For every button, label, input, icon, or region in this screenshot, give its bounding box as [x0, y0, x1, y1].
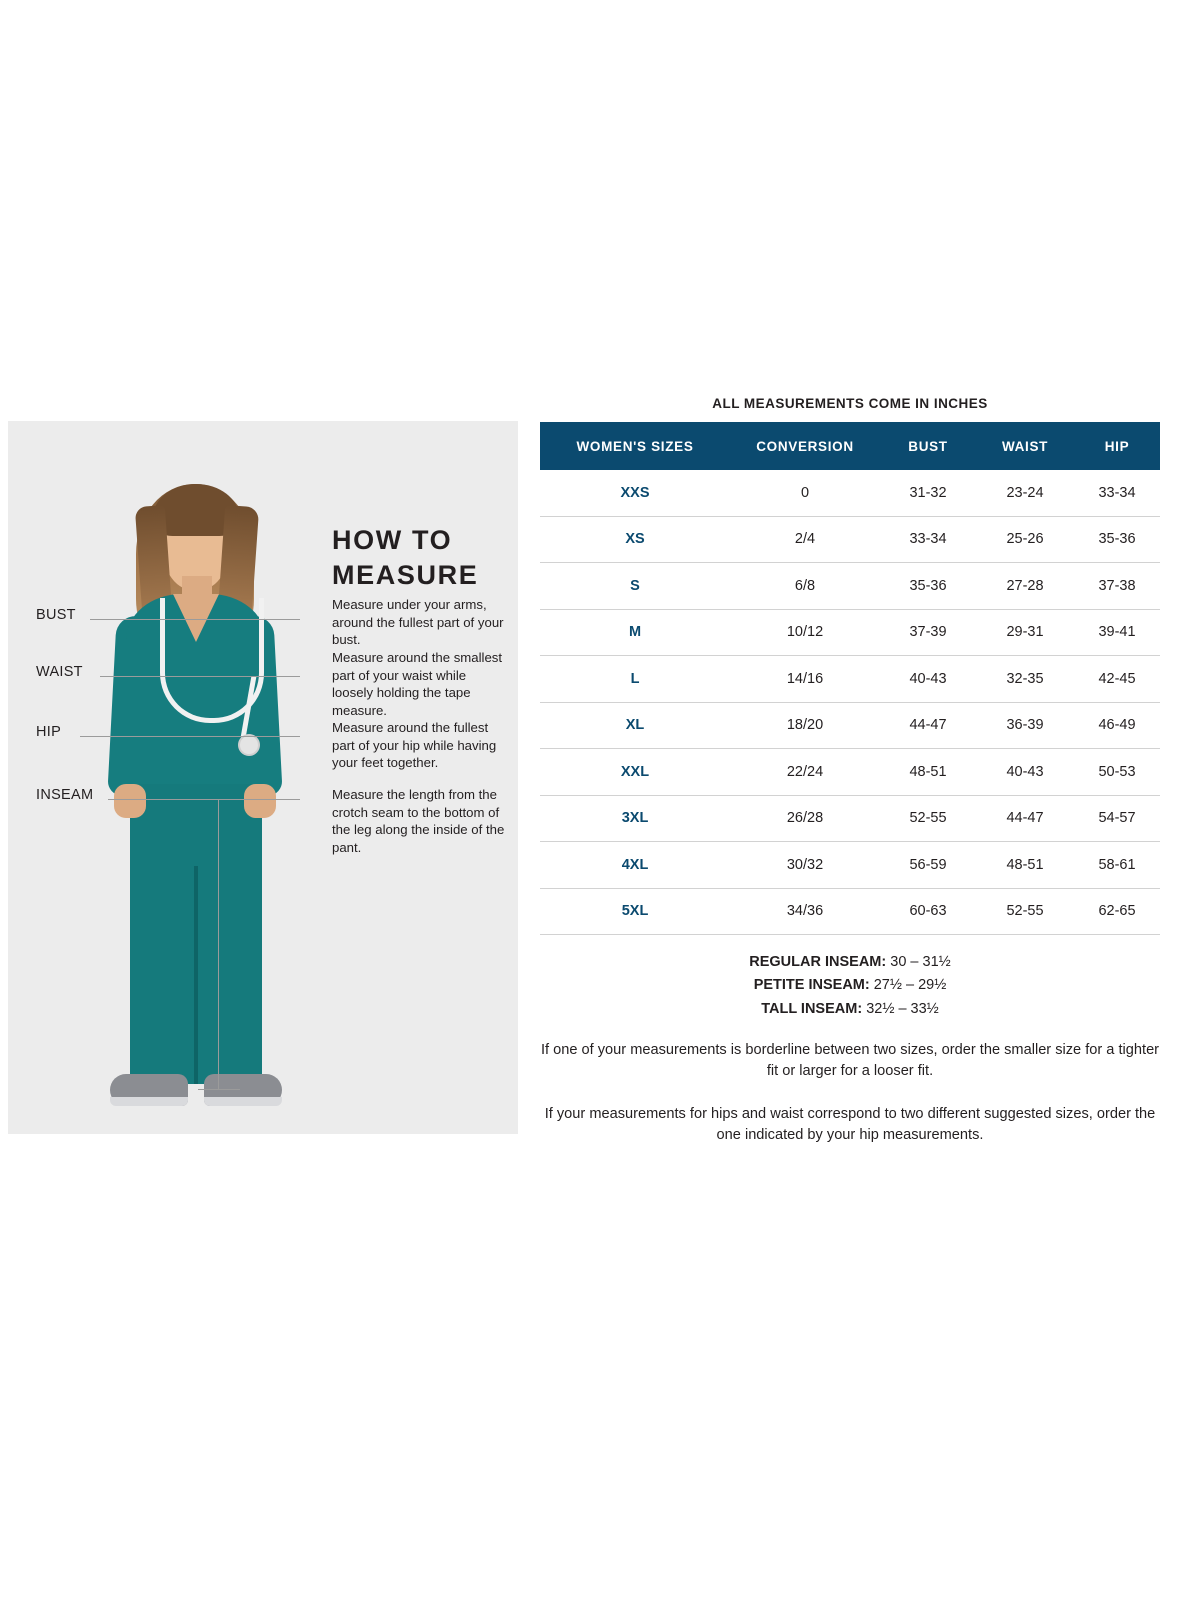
table-header: [540, 422, 1160, 470]
callout-hip-line: [80, 736, 300, 737]
column-header-conversion: CONVERSION: [730, 422, 880, 470]
cell-hip: 33-34: [1074, 470, 1160, 516]
model-shoe-right: [204, 1074, 282, 1106]
instruction-hip: Measure around the fullest part of your hip while having your feet together.: [332, 720, 497, 771]
inseam-tall: [540, 998, 1160, 1021]
cell-hip: 62-65: [1074, 888, 1160, 935]
instruction-waist: Measure around the smallest part of your waist while loosely holding the tape measure.: [332, 650, 503, 718]
cell-waist: 29-31: [976, 609, 1074, 656]
cell-size: XS: [540, 516, 730, 563]
table-row: [540, 563, 1160, 610]
inseam-vertical-line: [218, 799, 219, 1089]
callout-bust-line: [90, 619, 300, 620]
cell-hip: 54-57: [1074, 795, 1160, 842]
cell-bust: 31-32: [880, 470, 976, 516]
cell-conversion: 22/24: [730, 749, 880, 796]
callout-inseam-line: [108, 799, 300, 800]
cell-size: XL: [540, 702, 730, 749]
cell-conversion: 30/32: [730, 842, 880, 889]
cell-size: XXS: [540, 470, 730, 516]
model-shoe-left: [110, 1074, 188, 1106]
cell-size: XXL: [540, 749, 730, 796]
cell-conversion: 34/36: [730, 888, 880, 935]
cell-size: S: [540, 563, 730, 610]
note-borderline: If one of your measurements is borderline between two sizes, order the smaller size for a tighter fit or larger for a looser fit.: [540, 1042, 1160, 1080]
cell-waist: 52-55: [976, 888, 1074, 935]
cell-bust: 44-47: [880, 702, 976, 749]
table-row: [540, 795, 1160, 842]
callout-waist-label: WAIST: [36, 664, 83, 680]
chart-caption: ALL MEASUREMENTS COME IN INCHES: [712, 396, 988, 411]
cell-size: 3XL: [540, 795, 730, 842]
model-hand-left: [114, 784, 146, 818]
how-to-measure-panel: [8, 421, 518, 1134]
cell-conversion: 10/12: [730, 609, 880, 656]
cell-conversion: 18/20: [730, 702, 880, 749]
cell-bust: 33-34: [880, 516, 976, 563]
callout-inseam-label: INSEAM: [36, 787, 94, 803]
column-header-bust: BUST: [880, 422, 976, 470]
inseam-regular: [540, 951, 1160, 974]
cell-waist: 44-47: [976, 795, 1074, 842]
column-header-sizes: WOMEN'S SIZES: [540, 422, 730, 470]
table-row: [540, 749, 1160, 796]
note-hip-priority: If your measurements for hips and waist correspond to two different suggested sizes, order the one indicated by your hip measurements.: [544, 1105, 1156, 1143]
cell-hip: 42-45: [1074, 656, 1160, 703]
cell-waist: 23-24: [976, 470, 1074, 516]
model-pant-seam: [194, 866, 198, 1084]
cell-hip: 58-61: [1074, 842, 1160, 889]
page-title-line2: MEASURE: [332, 559, 479, 590]
inseam-summary: [540, 951, 1160, 1021]
stethoscope-bell-icon: [238, 734, 260, 756]
callout-waist-line: [100, 676, 300, 677]
cell-bust: 37-39: [880, 609, 976, 656]
cell-size: L: [540, 656, 730, 703]
cell-conversion: 14/16: [730, 656, 880, 703]
cell-hip: 35-36: [1074, 516, 1160, 563]
table-row: [540, 609, 1160, 656]
inseam-petite: [540, 974, 1160, 997]
cell-waist: 40-43: [976, 749, 1074, 796]
size-chart-table: [540, 422, 1160, 935]
cell-size: 5XL: [540, 888, 730, 935]
cell-hip: 39-41: [1074, 609, 1160, 656]
cell-conversion: 26/28: [730, 795, 880, 842]
page-title-line1: HOW TO: [332, 525, 453, 555]
cell-waist: 25-26: [976, 516, 1074, 563]
inseam-regular-label: REGULAR INSEAM:: [749, 954, 887, 970]
inseam-petite-value: 27½ – 29½: [873, 977, 947, 994]
column-header-waist: WAIST: [976, 422, 1074, 470]
table-header-row: [540, 422, 1160, 470]
inseam-regular-value: 30 – 31½: [890, 954, 951, 970]
table-row: [540, 842, 1160, 889]
table-row: [540, 888, 1160, 935]
table-row: [540, 656, 1160, 703]
cell-hip: 46-49: [1074, 702, 1160, 749]
table-body: [540, 470, 1160, 935]
cell-hip: 37-38: [1074, 563, 1160, 610]
inseam-tall-label: TALL INSEAM:: [761, 1000, 863, 1017]
cell-conversion: 2/4: [730, 516, 880, 563]
cell-size: M: [540, 609, 730, 656]
cell-bust: 52-55: [880, 795, 976, 842]
cell-size: 4XL: [540, 842, 730, 889]
cell-waist: 36-39: [976, 702, 1074, 749]
size-chart-panel: [540, 396, 1160, 1145]
cell-conversion: 0: [730, 470, 880, 516]
inseam-tall-value: 32½ – 33½: [866, 1000, 939, 1017]
cell-bust: 35-36: [880, 563, 976, 610]
cell-hip: 50-53: [1074, 749, 1160, 796]
cell-conversion: 6/8: [730, 563, 880, 610]
cell-bust: 56-59: [880, 842, 976, 889]
page-title: [332, 523, 478, 592]
callout-hip-label: HIP: [36, 724, 62, 740]
cell-waist: 32-35: [976, 656, 1074, 703]
callout-bust-label: BUST: [36, 607, 76, 623]
model-hand-right: [244, 784, 276, 818]
cell-bust: 40-43: [880, 656, 976, 703]
table-row: [540, 702, 1160, 749]
cell-bust: 48-51: [880, 749, 976, 796]
cell-waist: 48-51: [976, 842, 1074, 889]
instruction-bust: Measure under your arms, around the fullest part of your bust.: [332, 597, 504, 648]
inseam-bottom-tick: [198, 1089, 240, 1090]
cell-waist: 27-28: [976, 563, 1074, 610]
table-row: [540, 516, 1160, 563]
column-header-hip: HIP: [1074, 422, 1160, 470]
cell-bust: 60-63: [880, 888, 976, 935]
instruction-inseam: Measure the length from the crotch seam to the bottom of the leg along the inside of the pant.: [332, 787, 505, 855]
table-row: [540, 470, 1160, 516]
inseam-petite-label: PETITE INSEAM:: [753, 977, 870, 994]
